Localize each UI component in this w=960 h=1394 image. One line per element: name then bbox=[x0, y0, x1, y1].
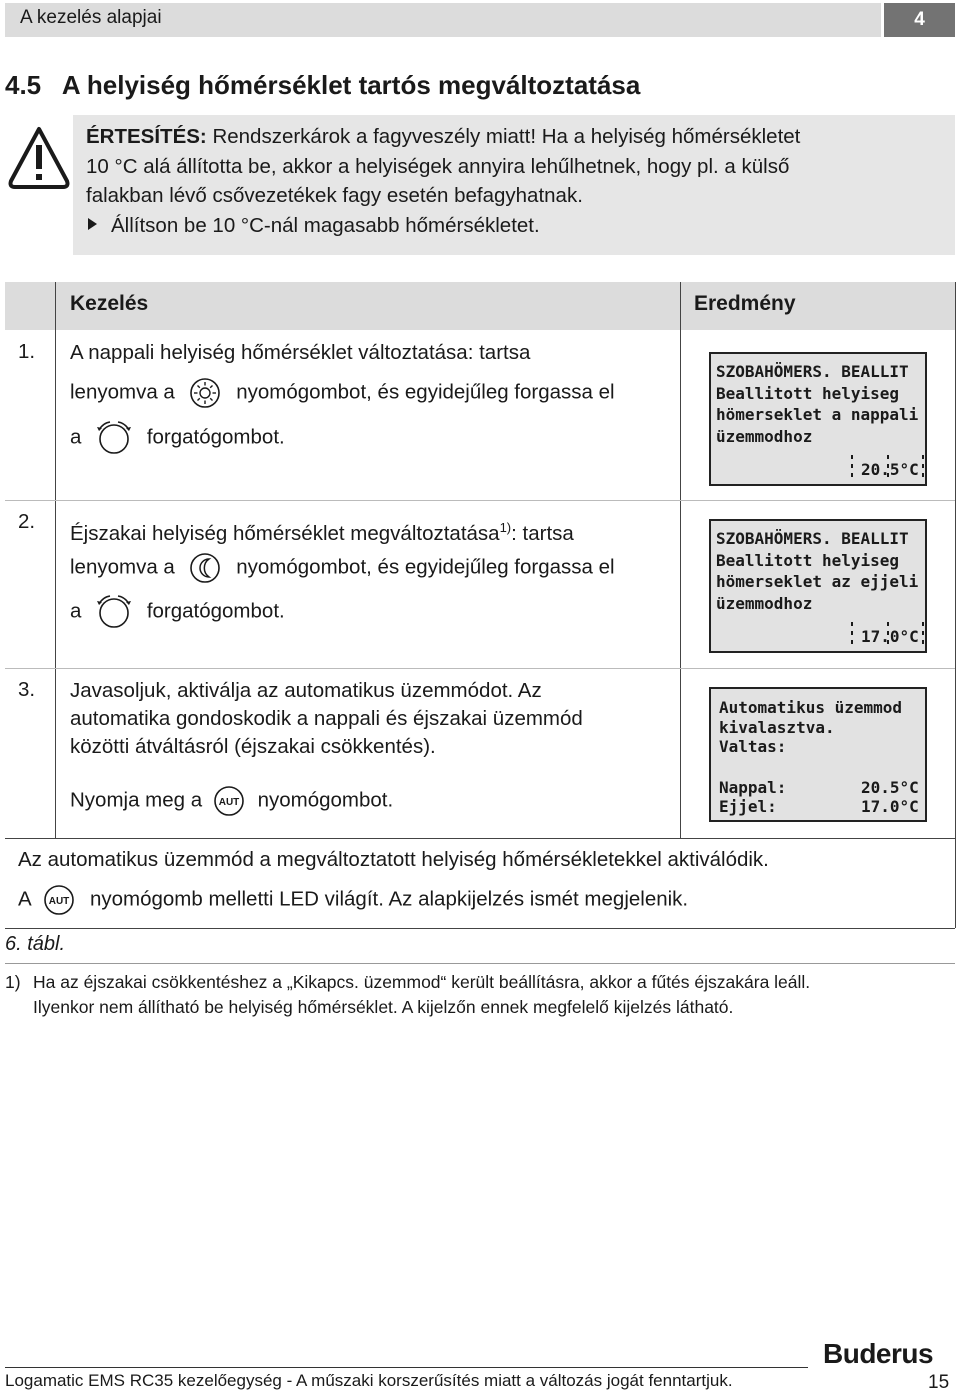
table-divider bbox=[55, 282, 56, 838]
section-title: 4.5 A helyiség hőmérséklet tartós megváltoztatása bbox=[5, 70, 641, 100]
footnote-mark: 1) bbox=[5, 972, 21, 992]
row-divider bbox=[5, 668, 955, 669]
lcd-line: SZOBAHÖMERS. BEALLIT bbox=[716, 529, 909, 548]
bullet-arrow-icon bbox=[88, 218, 97, 230]
row-number: 2. bbox=[18, 510, 36, 533]
lcd-display-night bbox=[709, 519, 927, 653]
result-text-b: nyomógomb melletti LED világít. Az alapkijelzés ismét megjelenik. bbox=[89, 887, 689, 911]
aut-label: AUT bbox=[48, 896, 70, 907]
aut-label: AUT bbox=[218, 797, 240, 808]
table-divider bbox=[5, 928, 955, 929]
col-header-kezeles: Kezelés bbox=[70, 292, 149, 315]
brand-logo: Buderus bbox=[823, 1338, 934, 1369]
row-3-line: automatika gondoskodik a nappali és éjszakai üzemmód bbox=[70, 707, 583, 730]
notice-icon-cell bbox=[5, 115, 73, 255]
notice-action bbox=[88, 211, 540, 241]
lcd-line: üzemmodhoz bbox=[716, 427, 813, 446]
footer-text: Logamatic EMS RC35 kezelőegység - A műszaki korszerűsítés miatt a változás jogát fenntartjuk. bbox=[5, 1371, 733, 1390]
result-text-a: A bbox=[18, 887, 31, 911]
result-line-1: Az automatikus üzemmód a megváltoztatott helyiség hőmérsékletekkel aktiválódik. bbox=[18, 848, 769, 871]
page-number: 15 bbox=[928, 1372, 950, 1393]
notice-line-3: falakban lévő csővezetékek fagy esetén befagyhatnak. bbox=[86, 184, 583, 207]
row-1-text-b: nyomógombot, és egyidejűleg forgassa el bbox=[236, 380, 615, 404]
notice-action-text: Állítson be 10 °C-nál magasabb hőmérsékletet. bbox=[111, 214, 540, 237]
footnote-line-2: Ilyenkor nem állítható be helyiség hőmérséklet. A kijelzőn ennek megfelelő kijelzés látható. bbox=[33, 997, 734, 1017]
row-2-text-b: : tartsa bbox=[511, 521, 574, 545]
row-2-text-c: lenyomva a bbox=[70, 555, 175, 579]
footnote-ref: 1) bbox=[499, 520, 512, 535]
row-3-text bbox=[70, 677, 583, 761]
row-1-line-3 bbox=[70, 420, 285, 456]
blink-marks-icon bbox=[711, 615, 929, 655]
notice-text bbox=[86, 122, 946, 211]
row-number: 3. bbox=[18, 678, 36, 701]
row-1-text-d: forgatógombot. bbox=[146, 425, 285, 449]
row-1-text-a: lenyomva a bbox=[70, 380, 175, 404]
row-3-press-a: Nyomja meg a bbox=[70, 788, 203, 812]
footnote-line-1: Ha az éjszakai csökkentéshez a „Kikapcs. üzemmod“ került beállításra, akkor a fűtés éjszakára leáll. bbox=[33, 972, 811, 992]
row-1-line-1: A nappali helyiség hőmérséklet változtatása: tartsa bbox=[70, 341, 531, 364]
aut-button-icon bbox=[212, 785, 246, 817]
row-number: 1. bbox=[18, 340, 36, 363]
lcd-night-value: 17.0°C bbox=[861, 797, 919, 816]
row-2-line-2 bbox=[70, 552, 615, 584]
lcd-display-day bbox=[709, 352, 927, 486]
aut-button-icon bbox=[42, 884, 76, 916]
row-2-text-d: nyomógombot, és egyidejűleg forgassa el bbox=[236, 555, 615, 579]
notice-line-1: Rendszerkárok a fagyveszély miatt! Ha a helyiség hőmérsékletet bbox=[206, 125, 801, 148]
footer-divider bbox=[5, 1367, 808, 1368]
lcd-night-label: Ejjel: bbox=[719, 797, 777, 816]
rotary-knob-icon bbox=[93, 420, 135, 456]
lcd-line: SZOBAHÖMERS. BEALLIT bbox=[716, 362, 909, 381]
lcd-day-value: 20.5°C bbox=[861, 778, 919, 797]
rotary-knob-icon bbox=[93, 594, 135, 630]
footnote-divider bbox=[5, 963, 955, 964]
lcd-display-auto bbox=[709, 687, 927, 822]
row-2-text-e: a bbox=[70, 599, 82, 623]
row-2-text-a: Éjszakai helyiség hőmérséklet megváltoztatása bbox=[70, 521, 500, 545]
row-3-press-b: nyomógombot. bbox=[257, 788, 394, 812]
row-3-line: Javasoljuk, aktiválja az automatikus üzemmódot. Az bbox=[70, 679, 542, 702]
lcd-line: üzemmodhoz bbox=[716, 594, 813, 613]
col-header-eredmeny: Eredmény bbox=[694, 292, 796, 315]
lcd-value: 17.0°C bbox=[861, 627, 919, 646]
warning-icon bbox=[5, 115, 73, 255]
row-divider bbox=[5, 500, 955, 501]
notice-label: ÉRTESÍTÉS: bbox=[86, 125, 207, 148]
notice-line-2: 10 °C alá állította be, akkor a helyiségek annyira lehűlhetnek, hogy pl. a külső bbox=[86, 154, 790, 178]
table-divider bbox=[5, 838, 955, 839]
result-line-2 bbox=[18, 884, 688, 916]
row-1-line-2 bbox=[70, 377, 615, 409]
lcd-line: kivalasztva. bbox=[719, 718, 835, 737]
header-title: A kezelés alapjai bbox=[20, 7, 162, 28]
sun-button-icon bbox=[185, 377, 225, 409]
blink-marks-icon bbox=[711, 448, 929, 488]
lcd-line: Valtas: bbox=[719, 737, 787, 756]
row-2-line-1 bbox=[70, 514, 574, 548]
lcd-line: Beallitott helyiseg bbox=[716, 384, 900, 403]
table-divider bbox=[955, 282, 956, 928]
lcd-day-label: Nappal: bbox=[719, 778, 787, 797]
row-3-press bbox=[70, 785, 393, 817]
row-2-text-f: forgatógombot. bbox=[146, 599, 285, 623]
row-3-line: közötti átváltásról (éjszakai csökkentés). bbox=[70, 735, 436, 758]
table-divider bbox=[680, 282, 681, 838]
row-2-line-3 bbox=[70, 594, 285, 630]
lcd-line: Beallitott helyiseg bbox=[716, 551, 900, 570]
lcd-line: Automatikus üzemmod bbox=[719, 698, 903, 717]
lcd-line: hömerseklet az ejjeli bbox=[716, 572, 919, 591]
moon-button-icon bbox=[185, 552, 225, 584]
lcd-line: hömerseklet a nappali bbox=[716, 405, 919, 424]
row-1-text-c: a bbox=[70, 425, 82, 449]
lcd-value: 20.5°C bbox=[861, 460, 919, 479]
table-caption: 6. tábl. bbox=[5, 933, 66, 955]
chapter-number: 4 bbox=[884, 3, 955, 37]
